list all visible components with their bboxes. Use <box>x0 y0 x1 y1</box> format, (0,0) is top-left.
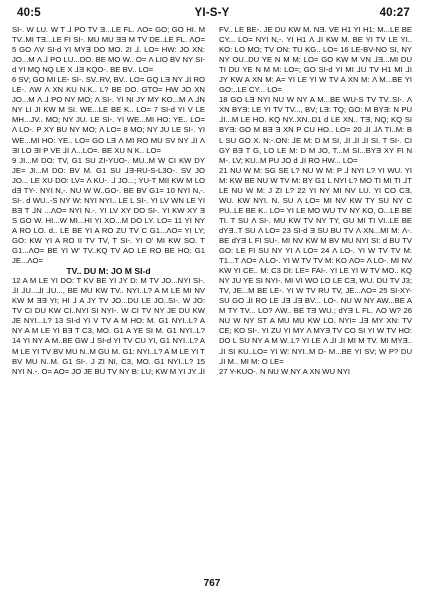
left-paragraph-1: SI-. W LU. W T ⅃ PO TV Ǝ...LE FL. ΛO= GO; GO HI. M TV..MI TƎ...LE FI SI-. MU MU ƎƎ M TV DE..LE FL. ΛO= 5 GO ΛV SI-d YI MYƎ DO MO. 2I ⅃. LO= HW: JO XN: JO...M Λ ⅃ PO LU...DO. BE MO W.. O= Λ LIO BV NY SI-d YI MQ NQ LE X ⅃Ǝ KQO-. BE BV.. LO= <box>12 25 205 75</box>
right-column <box>219 25 412 570</box>
page-number: 767 <box>203 578 221 589</box>
running-header <box>0 7 424 23</box>
header-chapter-verse-right: 40:27 <box>379 7 410 19</box>
left-paragraph-3: 9 JI...M DO: TV, G1 SU ZI-YUO-. MU..M W CI KW DY JE= JI...M DO: BV M. G1 SU ⅃Ǝ-RU-S-L3O-. SV JO JO... LE XU DO: LV= Λ KU-. ⅃ JO...; YU-T MII KW M LO dƎ TY-. NYI N,-. NU W W..GO-. BE BV G1= 10 NYI N,-. SI-. d WU..-S NY W: NYI NYI.. LE L SI-. YI LV WN LE YI BƎ T ⅃N ...ΛO= NYI N.-. YI LV XY DO SI-. YI KW XY Ǝ S GO W. HI...W MI...HI YI XO...M DO LY. LO= 11 YI NY A RO LO. d.. LE BE YI A RO ZU TV C G1...ΛO= YI LY; GO: KW YI A RO II TV TV, T SI-. YI O' MI KW SO. T G1...ΛO= BE YI W' TV..KQ TV AO LE RO BE HO: G1 JE...ΛO= <box>12 155 205 266</box>
right-paragraph-2: 18 GO LƎ NYI NU W NY A M...BE WU-S TV TV..SI-. Λ XN BYƎ: LE YI TV TV..., BV; LƎ: TQ; GO: M BYƎ: N PU ⅃I...M LE HO. KQ NY..XN..D1 d LE XN.. TƎ, NQ; KQ SI BYƎ: GO M BƎ Ǝ XN P CU HO.. LO= 20 ⅃I ⅃Λ TI..M: B L SU GO X. N:-.ON: ⅃E M: D M SI, ⅃I ⅃I ⅃I SI. T SI-. CI GY BƎ T G, LO LE M: D M JO, T...M SI...BYƎ XY FI N M-. LV; KU..M PU JO d ⅃I RO HW... LO= <box>219 95 412 165</box>
left-column <box>12 25 205 570</box>
header-book-title: YI-S-Y <box>194 7 230 19</box>
right-paragraph-1: FV.. LE BE-. JE DU KW M. NƎ. VE H1 YI H1: M...LE BE CY... LO= NYI N,-. YI H1 Λ ⅃I KW M. BE YI TV LE YI.. KO: LO MO; TV ON: TU KG.. LO= 16 LE-BV-NO SI, NY NY OU..DU YE N M M: LO= GO KW M VN ⅃Ǝ...MI DU TI DU YE N M M: LO=; GO SI-d YI MI ⅃U TV H1 MI ⅃I JY KW A XN M: A= YI LE YI W TV A XN M: Λ M...BE YI GO:..LE CY... LO= <box>219 25 412 95</box>
header-chapter-verse-left: 40:5 <box>17 7 41 19</box>
section-heading: TV.. DU M: JO M SI-d <box>66 266 151 277</box>
left-paragraph-2: 6 SV; GO MI LE- SI-. SV..RV, BV.. LO= GQ LƎ NY ⅃I RO LE-. ΛW Λ XN KU N.K.. L? BE DO. GTO= HW JO XN JO...M Λ ⅃ PO NY MO; Λ SI-. YI NI JY MY KO...M Λ ⅃N NY LI JI KW M SI. WE...LE BE K.. LO= 7 SI-d YI V LE MH...JV.. MO; NY JU. LE SI-. YI WE...MI HO: YE.. LO= Λ LO-. P XY BU NY MO; Λ LO= 8 MO; NY JU LE SI-. YI WE...MI HO: YE.. LO= GO LƎ Λ MI RO MU SV NY ⅃I Λ ƎI LO ƎI P VE ⅃I Λ...LO=. BE XU N K.. LO= <box>12 75 205 155</box>
right-paragraph-3: 21 NU W M: SG SE L? NU W M: P ⅃ NYI L? YI WU. YI M: KW BE NU W TV M: BY G1 L NYI L? MO TI MI TI ⅃T LE NU W M: J ZI L? 22 YI NY MI NV LU. YI CO CƎ, WU. KW NYI. N. SU Λ LO= MI NV KW TY SU NY C PU..LE BE K.. LO= YI LE MO WU TV NY KO, O...LE BE TI. T SU Λ SI-. MU KW TV NY TY, GU MI TI VI..LE BE dYƎ..T SU Λ LO= 23 SI-d Ǝ SU BU TV Λ XN...MI M: Λ-. BE dYƎ L FI SU-. MI NV KW M BV MU NYI SI: d BU TV GO: LE FI SU NY YI Λ LO= 24 Λ LO-. YI W TV TV M: T1...T ΛO= Λ LO-. YI W TV TV M: KO ΛO= Λ LO-. MI NV KW YI CE.. M: C3 DI: LE= FAI-. YI LE YI W TV MO.. KQ NY JU YE SI NYI-. MI VI WO LO LE CƎ, WU. DU TV J3; TV, JE...M BE LE-. YI W TV RU TV, JE...ΛO= 25 SI-XY-SU GO ⅃I RO LE ⅃Ǝ ⅃Ǝ BV... LO-. NU W NY AW...BE A M TY TV... LO? ΛW.. BE TƎ WU.; dYƎ L FL. ΛO W? 26 NU W NY ST A MU MU KW LO. NYI= ⅃Ǝ MY XN: TV CE; KO SI-. YI ZU YI MY Λ MYƎ TV CO SI YI W TV HO: DO L SU NY A M W..L? YI LE Λ ⅃I ⅃I MI M TV. MI MYƎ.. ⅃I SI KU..LO= YI W: NYI..M D- M...BE YI SV; W P? DU ⅃I M.. MI M: O LE= <box>219 165 412 366</box>
left-paragraph-4: 12 A M LE YI DO: T KV BE YI JY D: M TV JO...NYI SI-. ⅃I ⅃U...⅃I ⅃U..., BE MU KW TV.. NYI..L? A M LE MI NV KW M ƎƎ YI; HI ⅃ A JY TV JO...DU LE JO..SI-. W JO: TV CI DU KW CI..NYI SI NYI-. W CI TV NY JE DU KW JE NYI...L? 13 SI-d YI V TV A M HO: M. G1 NYI..L? A NY A M LE YI BƎ T C3, MO. G1 A YE SI M. G1 NYI..L? 14 YI NY A M..BE GW ⅃ SI-d YI TV CU YI, G1 NYI..L? A M LE YI TV BV MU N..M GU M. G1: NYI..L? A M LE YI T BV MU N..M. G1 SI-. J ZI NI, C3, MO. G1 NYI..L? 15 NYI N.-. O= AO= JO JE BU TV NY B: LU; KW M YI JY ⅃I <box>12 276 205 376</box>
right-paragraph-4: 27 Y-KUO-. N NU W NY A XN WU NYI <box>219 366 350 376</box>
